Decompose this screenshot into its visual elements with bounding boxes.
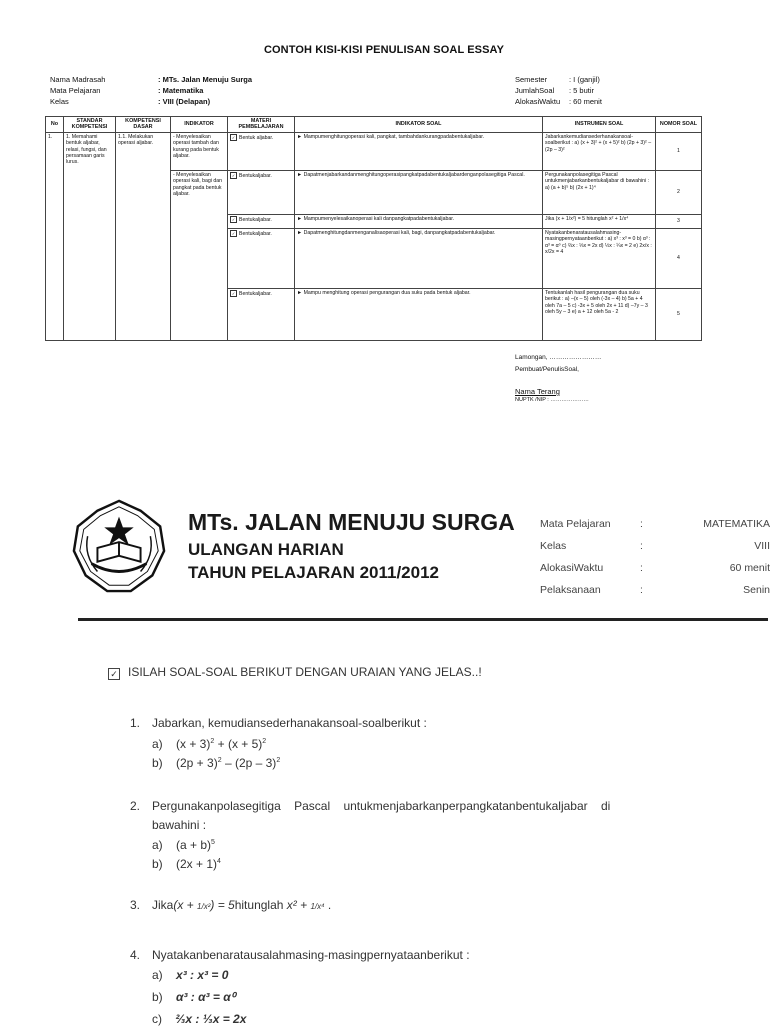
cell-instrumen: Nyatakanbenaratausalahmasing-masingpernyataanberikut : a) x³ : x³ = 0 b) α³ : α³ = α⁰ c) ⅔x : ⅓x = 2x d) ½x : ¼x = 2 e) 2x/x : x/2x = 4	[543, 228, 656, 288]
checkbox-icon: ✓	[108, 668, 120, 680]
question-text: Jika(x + 1/x²) = 5hitunglah x² + 1/x⁴ .	[152, 898, 332, 912]
checkbox-icon: ✓	[231, 172, 236, 178]
question-item: a) x³ : x³ = 0	[152, 968, 229, 982]
cell-materi: Bentukaljabar.	[239, 230, 272, 237]
cell-instrumen: Pergunakanpolasegitiga Pascal untukmenjabarkanbentukaljabar di bawahini : a) (a + b)⁵ b) (2x + 1)⁴	[543, 170, 656, 214]
signature-role: Pembuat/PenulisSoal,	[515, 366, 579, 373]
kisi-table	[45, 116, 702, 341]
checkbox-icon: ✓	[231, 230, 236, 236]
exam-info	[540, 516, 770, 596]
academic-year: TAHUN PELAJARAN 2011/2012	[188, 563, 439, 582]
question-item: b) $(2x + 1)^4$	[152, 857, 221, 871]
meta-label: Semester	[515, 75, 548, 84]
item-label: b)	[152, 756, 163, 770]
meta-left	[50, 74, 252, 107]
exam-type: ULANGAN HARIAN	[188, 540, 344, 559]
cell-nomor: 4	[656, 228, 702, 288]
cell-kompetensi-dasar: 1.1. Melakukan operasi aljabar.	[116, 132, 171, 340]
cell-nomor: 3	[656, 214, 702, 228]
meta-value: : 60 menit	[569, 97, 602, 106]
cell-materi: Bentukaljabar.	[239, 290, 272, 297]
question-number: 1.	[130, 716, 141, 730]
question-text: Jabarkan, kemudiansederhanakansoal-soalberikut :	[152, 716, 427, 730]
info-label: AlokasiWaktu	[540, 562, 604, 574]
meta-value: : MTs. Jalan Menuju Surga	[158, 75, 253, 84]
instruction	[108, 665, 482, 680]
meta-value: : 5 butir	[569, 86, 595, 95]
table-header: INDIKATOR	[171, 117, 228, 133]
checkbox-icon: ✓	[231, 216, 236, 222]
cell-materi: Bentukaljabar.	[239, 172, 272, 179]
cell-indikator: - Menyelesaikan operasi tambah dan kurang pada bentuk aljabar.	[171, 132, 228, 170]
cell-materi: Bentukaljabar.	[239, 216, 272, 223]
cell-indikator-soal: Dapatmenghitungdanmenganalisaoperasi kali, bagi, danpangkatpadabentukaljabar.	[303, 229, 496, 236]
info-colon: :	[640, 518, 643, 530]
table-header: INSTRUMEN SOAL	[543, 117, 656, 133]
info-value: 60 menit	[729, 562, 770, 574]
table-header: INDIKATOR SOAL	[295, 117, 543, 133]
item-label: a)	[152, 737, 163, 751]
table-header: STANDAR KOMPETENSI	[64, 117, 116, 133]
info-value: Senin	[743, 584, 770, 596]
header-divider	[78, 618, 768, 621]
cell-standar-kompetensi: 1. Memahami bentuk aljabar, relasi, fungsi, dan persamaan garis lurus.	[64, 132, 116, 340]
question-item: a) $(x + 3)^2 + (x + 5)^2$	[152, 737, 267, 751]
meta-value: : Matematika	[158, 86, 204, 95]
table-row	[46, 132, 702, 170]
cell-indikator-soal: Mampu menghitung operasi pengurangan dua suku pada bentuk aljabar.	[303, 289, 471, 296]
info-label: Mata Pelajaran	[540, 518, 611, 530]
cell-indikator-soal: Dapatmenjabarkandanmenghitungoperasipangkatpadabentukaljabardenganpolasegitiga Pascal.	[303, 171, 525, 178]
cell-indikator-soal: Mampumenyelesaikanoperasi kali danpangkatpadabentukaljabar.	[303, 215, 455, 222]
checkbox-icon: ✓	[231, 134, 236, 140]
info-value: VIII	[754, 540, 770, 552]
bullet-icon: ►	[297, 289, 304, 296]
bullet-icon: ►	[297, 133, 304, 140]
question-text: Pergunakanpolasegitiga Pascal untukmenjabarkanperpangkatanbentukaljabar di	[152, 799, 611, 813]
item-label: b)	[152, 857, 163, 871]
meta-value: : VIII (Delapan)	[158, 97, 211, 106]
school-name: MTs. JALAN MENUJU SURGA	[188, 509, 515, 535]
table-header: NOMOR SOAL	[656, 117, 702, 133]
signature-nip: NUPTK /NIP : …………………	[515, 397, 589, 403]
question-item: a) $(a + b)^5$	[152, 838, 215, 852]
table-header: KOMPETENSI DASAR	[116, 117, 171, 133]
cell-instrumen: Jika (x + 1/x²) = 5 hitunglah x² + 1/x⁴	[543, 214, 656, 228]
question-text: Nyatakanbenaratausalahmasing-masingpernyataanberikut :	[152, 948, 470, 962]
table-header: No	[46, 117, 64, 133]
info-colon: :	[640, 562, 643, 574]
cell-instrumen: Jabarkankemudiansederhanakansoal-soalberikut : a) (x + 3)² + (x + 5)² b) (2p + 3)² – (2p – 3)²	[543, 132, 656, 170]
bullet-icon: ►	[297, 229, 304, 236]
question-item: b) α³ : α³ = α⁰	[152, 990, 236, 1004]
meta-label: Mata Pelajaran	[50, 86, 101, 95]
cell-nomor: 2	[656, 170, 702, 214]
question-text-cont: bawahini :	[152, 818, 207, 832]
info-label: Pelaksanaan	[540, 584, 601, 596]
meta-label: AlokasiWaktu	[515, 97, 561, 106]
question-number: 4.	[130, 948, 141, 962]
cell-nomor: 5	[656, 288, 702, 340]
table-header: MATERI PEMBELAJARAN	[228, 117, 295, 133]
signature-block	[515, 354, 601, 404]
table-header-row	[46, 117, 702, 133]
item-label: c)	[152, 1012, 162, 1026]
info-label: Kelas	[540, 540, 567, 552]
meta-label: Kelas	[50, 97, 69, 106]
cell-no: 1.	[46, 132, 64, 340]
info-value: MATEMATIKA	[703, 518, 770, 530]
question-number: 3.	[130, 898, 141, 912]
meta-right	[515, 74, 602, 107]
document-title: CONTOH KISI-KISI PENULISAN SOAL ESSAY	[263, 44, 505, 56]
cell-nomor: 1	[656, 132, 702, 170]
meta-value: : I (ganjil)	[569, 75, 600, 84]
question-tail: hitunglah	[234, 898, 284, 912]
cell-indikator: - Menyelesaikan operasi kali, bagi dan pangkat pada bentuk aljabar.	[171, 170, 228, 340]
question-item: b) $(2p + 3)^2 - (2p - 3)^2$	[152, 756, 281, 770]
question-item: c) ⅔x : ⅓x = 2x	[152, 1012, 247, 1026]
signature-place: Lamongan, ……………………	[515, 354, 602, 361]
instruction-text: ISILAH SOAL-SOAL BERIKUT DENGAN URAIAN YANG JELAS..!	[128, 665, 482, 679]
item-label: a)	[152, 838, 163, 852]
item-label: a)	[152, 968, 163, 982]
cell-instrumen: Tentukanlah hasil pengurangan dua suku berikut : a) –(x – 5) oleh (-3x – 4) b) 5a + 4 oleh 7a – 5 c) -3x + 5 oleh 2x + 11 d) –7y – 3 oleh 5y – 3 e) a + 12 oleh 5a - 2	[543, 288, 656, 340]
info-colon: :	[640, 540, 643, 552]
bullet-icon: ►	[297, 171, 304, 178]
meta-label: Nama Madrasah	[50, 75, 106, 84]
question-number: 2.	[130, 799, 141, 813]
bullet-icon: ►	[297, 215, 304, 222]
item-label: b)	[152, 990, 163, 1004]
cell-indikator-soal: Mampumenghitungoperasi kali, pangkat, tambahdankurangpadabentukaljabar.	[303, 133, 485, 140]
signature-name: Nama Terang	[515, 387, 560, 396]
question-lead: Jika	[152, 898, 174, 912]
meta-label: JumlahSoal	[515, 86, 555, 95]
cell-materi: Bentuk aljabar.	[239, 134, 274, 141]
school-logo-icon	[70, 497, 168, 595]
checkbox-icon: ✓	[231, 290, 236, 296]
info-colon: :	[640, 584, 643, 596]
